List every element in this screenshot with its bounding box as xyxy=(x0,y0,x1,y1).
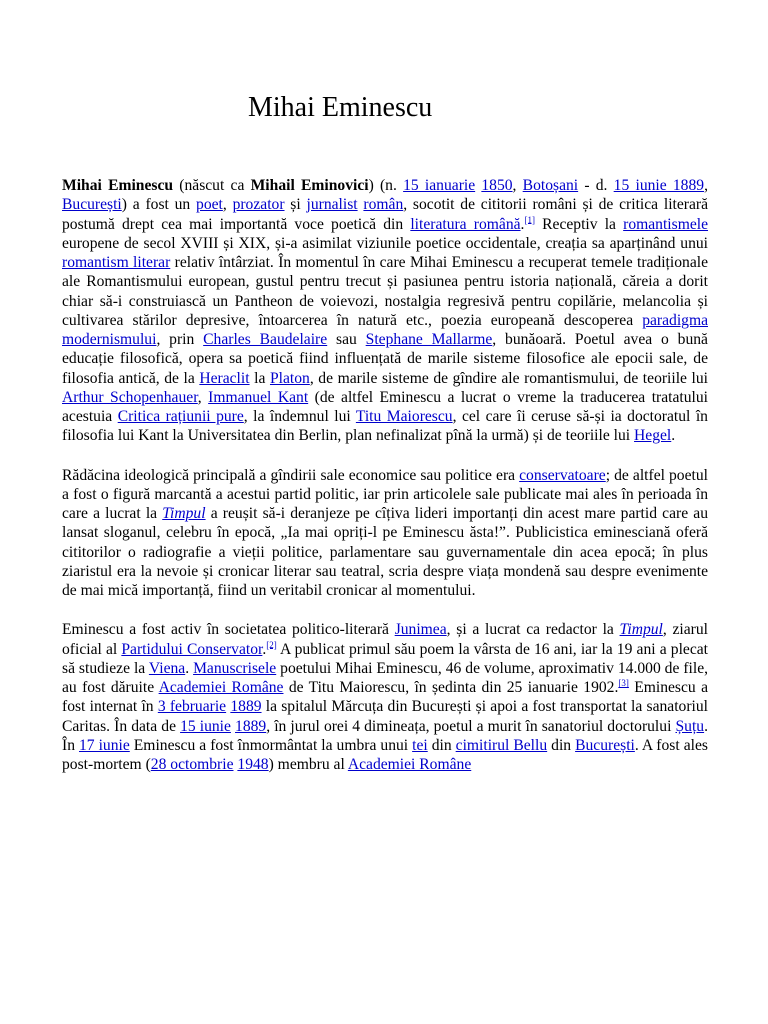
wiki-link[interactable]: Critica rațiunii pure xyxy=(117,408,244,425)
text-run: relativ întârziat. În momentul în care Mihai Eminescu a recuperat temele tradiționale ale Romantismului european, gustul pentru trecut și pasiunea pentru istoria națională, căreia a dorit chiar să-i construiască un Pantheon de voievozi, nostalgia regresivă pentru copilărie, melancolia și cultivarea stărilor depresive, întoarcerea în natură etc., poezia europeană descoperea xyxy=(62,254,708,329)
text-run: , socotit de cititorii români și de critica literară postumă drept cea mai importantă voce poetică din xyxy=(62,196,709,233)
wiki-link[interactable]: Platon xyxy=(269,369,310,387)
reference-superscript xyxy=(524,214,535,224)
text-run: , de marile sisteme de gîndire ale romantismului, de teoriile lui xyxy=(309,369,709,387)
wiki-link[interactable]: Immanuel Kant xyxy=(208,388,309,406)
text-run: Receptiv la xyxy=(534,215,624,233)
text-run: , la îndemnul lui xyxy=(243,408,356,425)
wiki-link[interactable]: București xyxy=(575,736,635,754)
reference-link[interactable]: [3] xyxy=(618,677,629,688)
wiki-link[interactable]: Manuscrisele xyxy=(193,659,277,677)
wiki-link[interactable]: cimitirul Bellu xyxy=(455,736,548,754)
text-run: . A fost ales post-mortem ( xyxy=(62,736,708,773)
text-run: Eminescu a fost înmormântat la umbra unui xyxy=(129,736,413,754)
text-run: din xyxy=(547,736,576,754)
text-run: - d. xyxy=(578,177,614,194)
text-run: , xyxy=(704,177,708,194)
wiki-link[interactable]: 1948 xyxy=(237,756,269,773)
text-run: sau xyxy=(327,331,366,348)
wiki-link[interactable]: Junimea xyxy=(394,621,447,639)
text-run: , și a lucrat ca redactor la xyxy=(446,621,620,639)
text-run: . În xyxy=(62,717,708,754)
article-body xyxy=(62,176,708,794)
text-run: Eminescu a fost internat în xyxy=(62,679,708,716)
wiki-link[interactable]: Charles Baudelaire xyxy=(203,331,328,348)
text-run: (născut ca xyxy=(173,177,251,194)
reference-superscript xyxy=(266,639,277,649)
wiki-link[interactable]: tei xyxy=(412,736,428,754)
wiki-link[interactable]: Partidului Conservator xyxy=(121,640,263,658)
wiki-link[interactable]: 1889 xyxy=(235,717,267,735)
text-run: Rădăcina ideologică principală a gîndirii sale economice sau politice era xyxy=(62,466,520,484)
wiki-link[interactable]: Heraclit xyxy=(199,369,250,387)
wiki-link[interactable]: 1850 xyxy=(481,177,513,194)
text-run: (de altfel Eminescu a lucrat o vreme la traducerea tratatului acestuia xyxy=(62,388,708,425)
text-run: , xyxy=(222,196,233,214)
wiki-link[interactable]: Botoșani xyxy=(522,177,579,194)
italic-wrapper xyxy=(620,621,663,638)
text-run: . xyxy=(671,427,676,445)
wiki-link[interactable]: București xyxy=(62,196,122,214)
wiki-link[interactable]: paradigma modernismului xyxy=(62,311,708,348)
text-run: europene de secol XVIII și XIX, și-a asimilat viziunile poetice occidentale, creația sa aparținând unui xyxy=(62,234,708,252)
text-run: de Titu Maiorescu, în ședinta din 25 ianuarie 1902. xyxy=(283,679,619,696)
wiki-link[interactable]: 1889 xyxy=(230,698,262,716)
wiki-link[interactable]: 17 iunie xyxy=(79,736,130,754)
text-run: din xyxy=(427,736,456,754)
wiki-link[interactable]: literatura română xyxy=(410,215,521,233)
wiki-link[interactable]: romantismele xyxy=(623,215,709,233)
text-run: , xyxy=(512,177,523,194)
text-run: , cel care îi ceruse să-și ia doctoratul în filosofia lui Kant la Universitatea din Berlin, plan nefinalizat pînă la urmă) și de teoriile lui xyxy=(62,408,708,445)
wiki-link[interactable]: Șuțu xyxy=(675,717,705,735)
text-run: Eminescu a fost activ în societatea politico-literară xyxy=(62,621,395,639)
wiki-link[interactable]: Timpul xyxy=(619,621,663,639)
wiki-link[interactable]: prozator xyxy=(232,196,285,214)
text-run: , xyxy=(197,388,209,406)
reference-superscript xyxy=(618,678,629,688)
wiki-link[interactable]: Academiei Române xyxy=(158,679,284,696)
text-run: poetului Mihai Eminescu, 46 de volume, aproximativ 14.000 de file, au fost dăruite xyxy=(62,659,709,696)
text-run: A publicat primul său poem la vârsta de 16 ani, iar la 19 ani a plecat să studieze la xyxy=(62,640,708,677)
text-run: . xyxy=(520,215,525,233)
wiki-link[interactable]: conservatoare xyxy=(519,466,606,484)
wiki-link[interactable]: jurnalist xyxy=(306,196,358,214)
text-run: ; de altfel poetul a fost o figură marcantă a acestui partid politic, iar prin articolele sale publicate mai ales în perioada în care a lucrat la xyxy=(62,466,708,522)
wiki-link[interactable]: Hegel xyxy=(634,427,672,445)
wiki-link[interactable]: 15 iunie xyxy=(180,717,231,735)
paragraph-3 xyxy=(62,620,708,774)
wiki-link[interactable]: romantism literar xyxy=(62,254,171,271)
text-run: , bunăoară. Poetul avea o bună educație filosofică, opera sa poetică fiind influențată de marile sisteme filosofice ale epocii sale, de filosofia antică, de la xyxy=(62,331,708,387)
paragraph-2 xyxy=(62,466,708,601)
wiki-link[interactable]: Titu Maiorescu xyxy=(355,408,453,425)
text-run: . xyxy=(262,640,267,658)
text-run: la spitalul Mărcuța din București și apoi a fost transportat la sanatoriul Caritas. În data de xyxy=(62,698,708,735)
wiki-link[interactable]: 15 ianuarie xyxy=(403,177,476,194)
text-run: ) a fost un xyxy=(121,196,197,214)
wiki-link[interactable]: Timpul xyxy=(162,505,206,522)
text-run: , prin xyxy=(156,331,204,348)
wiki-link[interactable]: 28 octombrie xyxy=(150,756,234,773)
text-run: la xyxy=(249,369,270,387)
text-run: și xyxy=(284,196,307,214)
italic-wrapper xyxy=(162,505,205,522)
wiki-link[interactable]: 15 iunie 1889 xyxy=(613,177,705,194)
paragraph-1 xyxy=(62,176,708,446)
wiki-link[interactable]: poet xyxy=(196,196,223,214)
wiki-link[interactable]: Academiei Române xyxy=(347,756,472,773)
text-run: a reușit să-i deranjeze pe cîțiva lideri importanți din acest mare partid care au lansat sloganul, celebru în epocă, „Ia mai opriți-l pe Eminescu ăsta!”. Publicistica eminesciană oferă cititorilor o radiografie a vieții politice, parlamentare sau guvernamentale din acea epocă; în plus ziaristul era la nevoie și cronicar literar sau teatral, scria despre viața mondenă sau despre evenimente de mai mică importanță, fiind un veritabil cronicar al momentului. xyxy=(62,505,708,599)
wiki-link[interactable]: Stephane Mallarme xyxy=(365,331,493,348)
bold-text: Mihai Eminescu xyxy=(62,177,174,194)
text-run: , ziarul oficial al xyxy=(62,621,708,658)
reference-link[interactable]: [2] xyxy=(266,639,277,650)
wiki-link[interactable]: român xyxy=(363,196,404,214)
wiki-link[interactable]: 3 februarie xyxy=(157,698,227,716)
reference-link[interactable]: [1] xyxy=(524,214,535,225)
page-title: Mihai Eminescu xyxy=(248,92,433,123)
bold-text: Mihail Eminovici xyxy=(250,177,369,194)
text-run: ) membru al xyxy=(268,756,348,773)
wiki-link[interactable]: Arthur Schopenhauer xyxy=(62,388,198,406)
wiki-link[interactable]: Viena xyxy=(148,659,186,677)
text-run: . xyxy=(185,659,194,677)
text-run: ) (n. xyxy=(368,177,404,194)
text-run: , în jurul orei 4 dimineața, poetul a murit în sanatoriul doctorului xyxy=(266,717,676,735)
